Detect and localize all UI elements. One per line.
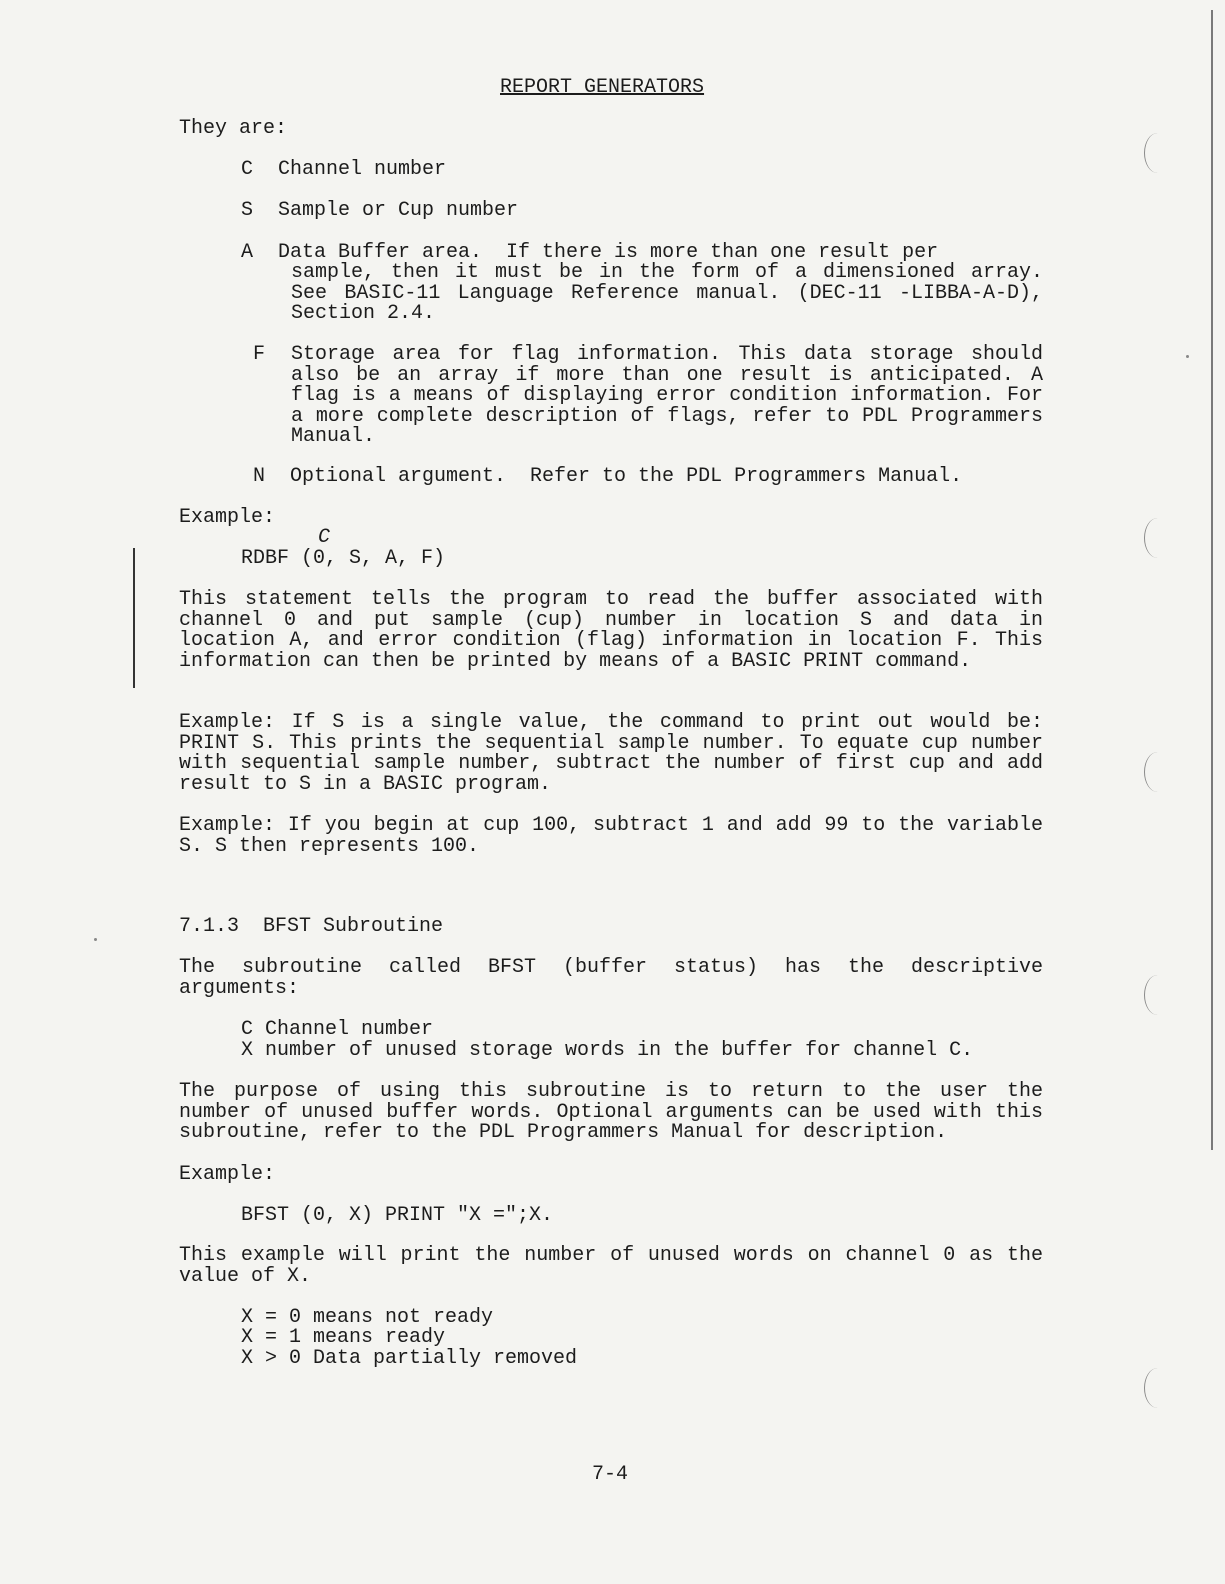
code-example-rdbf: RDBF (0, S, A, F) [241,547,446,570]
binder-hole-mark [1144,518,1171,558]
binder-hole-mark [1144,133,1171,173]
page-edge-line [1211,10,1213,1150]
scan-speck [1186,355,1189,358]
example-label: Example: [179,506,276,529]
arg-key-n: N [253,465,266,488]
arg-desc-f: Storage area for flag information. This data storage should also be an array if more than one result is anticipated. A flag is a means of displaying error condition information. For a more complete description of flags, refer to PDL Programmers Manual. [291,343,1043,448]
margin-change-bar [133,548,135,688]
running-header: REPORT GENERATORS [500,76,705,99]
arg-desc-c: Channel number [278,158,447,181]
bfst-arg-c: C Channel number [241,1018,434,1041]
x-value-line: X = 0 means not ready [241,1306,494,1329]
paragraph-bfst-purpose: The purpose of using this subroutine is to return to the user the number of unused buffer words. Optional arguments can be used with this subroutine, refer to the PDL Programmers Manual for description. [179,1080,1043,1144]
handwritten-annotation: C [318,526,331,549]
arg-key-f: F [253,343,266,366]
example-label: Example: [179,1163,276,1186]
arg-desc-a-rest: sample, then it must be in the form of a dimensioned array. See BASIC-11 Language Reference manual. (DEC-11 -LIBBA-A-D), Section 2.4. [291,261,1043,325]
paragraph-bfst-intro: The subroutine called BFST (buffer status) has the descriptive arguments: [179,956,1043,1000]
arg-key-c: C [241,158,254,181]
intro-text: They are: [179,117,288,140]
page-number: 7-4 [592,1463,629,1486]
arg-key-s: S [241,199,254,222]
x-value-line: X > 0 Data partially removed [241,1347,578,1370]
arg-key-a: A [241,241,254,264]
arg-desc-s: Sample or Cup number [278,199,519,222]
paragraph-cup-example: Example: If you begin at cup 100, subtract 1 and add 99 to the variable S. S then represents 100. [179,814,1043,858]
paragraph-bfst-example: This example will print the number of unused words on channel 0 as the value of X. [179,1244,1043,1288]
arg-desc-n: Optional argument. Refer to the PDL Programmers Manual. [290,465,963,488]
scan-speck [94,938,97,941]
binder-hole-mark [1144,975,1171,1015]
bfst-arg-x: X number of unused storage words in the buffer for channel C. [241,1039,974,1062]
code-example-bfst: BFST (0, X) PRINT "X =";X. [241,1204,554,1227]
binder-hole-mark [1144,1368,1171,1408]
x-value-line: X = 1 means ready [241,1326,446,1349]
section-heading: 7.1.3 BFST Subroutine [179,915,444,938]
binder-hole-mark [1144,752,1171,792]
paragraph-print-example: Example: If S is a single value, the command to print out would be: PRINT S. This prints the sequential sample number. To equate cup number with sequential sample number, subtract the number of first cup and add result to S in a BASIC program. [179,711,1043,796]
arg-desc-a-first: Data Buffer area. If there is more than one result per [278,241,939,264]
paragraph-rdbf-explanation: This statement tells the program to read the buffer associated with channel 0 and put sample (cup) number in location S and data in location A, and error condition (flag) information in location F. This information can then be printed by means of a BASIC PRINT command. [179,588,1043,673]
